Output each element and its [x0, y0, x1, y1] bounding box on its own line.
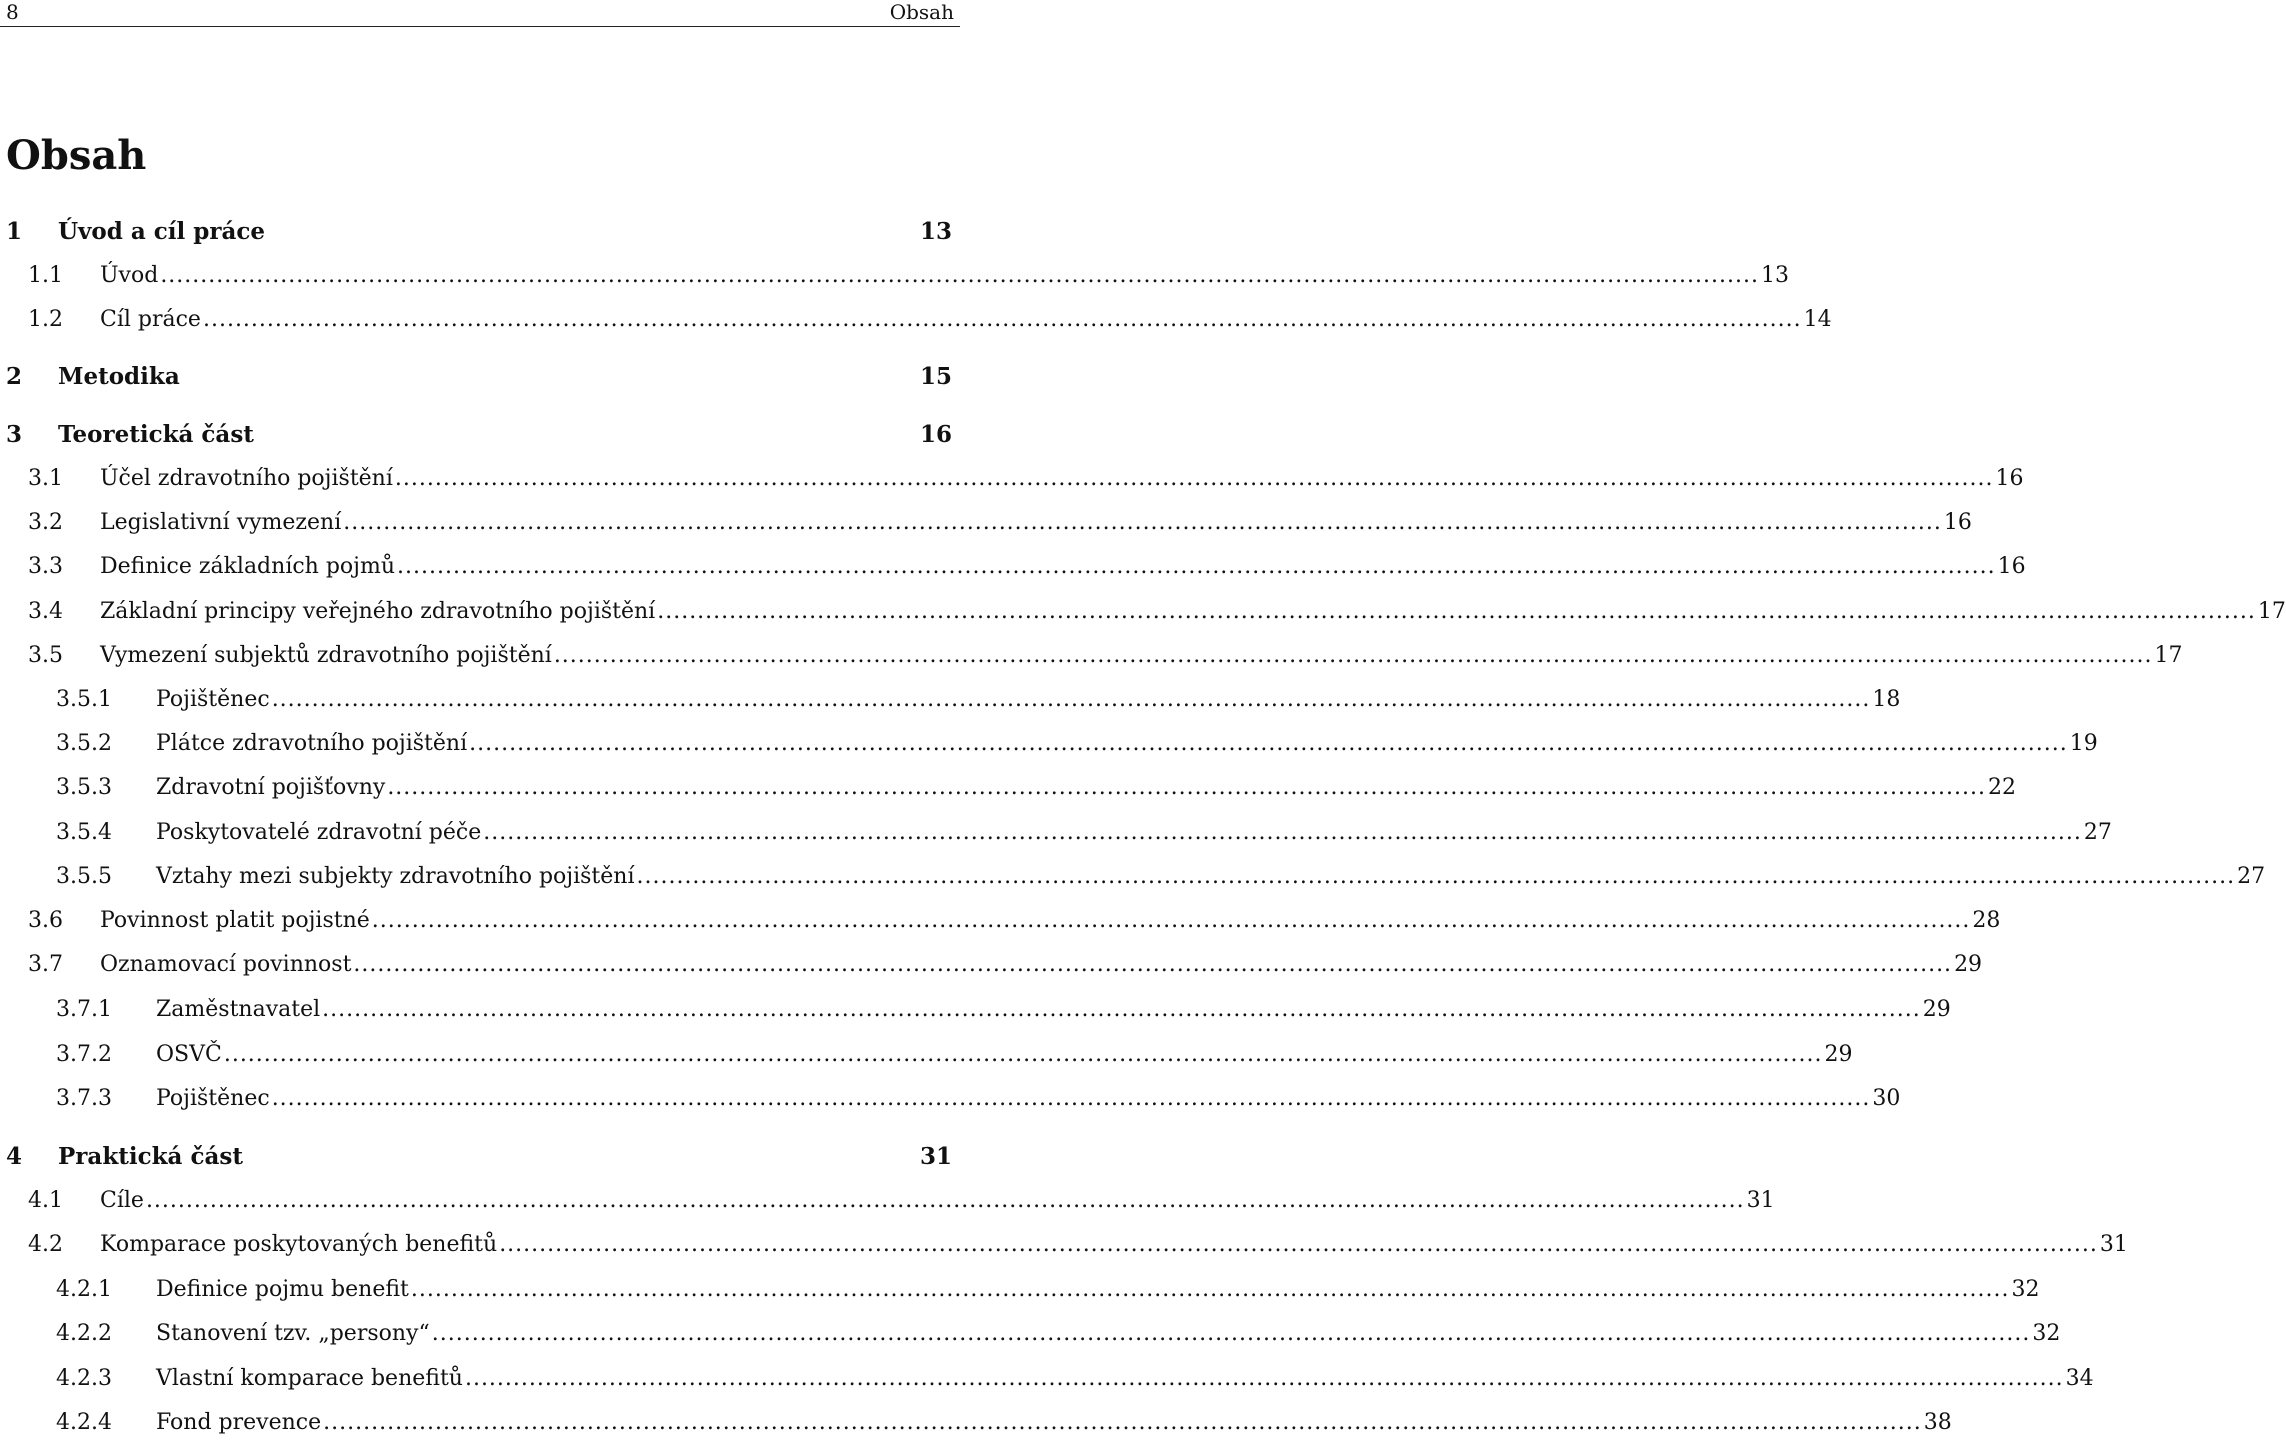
- toc-dot-leader: ........................................................................................................................................................................................................: [397, 554, 1996, 579]
- toc-entry-number: 1.1: [28, 263, 63, 288]
- toc-dot-leader: ........................................................................................................................................................................................................: [160, 263, 1759, 288]
- toc-entry-page: 27: [2083, 820, 2112, 845]
- toc-entry-title: Vymezení subjektů zdravotního pojištění: [100, 643, 552, 668]
- toc-dot-leader: ........................................................................................................................................................................................................: [353, 952, 1953, 977]
- toc-entry-page: 34: [2065, 1366, 2094, 1391]
- toc-entry-number: 3.2: [28, 510, 63, 535]
- toc-entry-number: 3.1: [28, 466, 63, 491]
- toc-entry-page: 19: [2069, 731, 2098, 756]
- toc-entry-page: 27: [2237, 864, 2266, 889]
- toc-entry-title: Účel zdravotního pojištění: [100, 466, 393, 491]
- toc-entry[interactable]: [6, 729, 2098, 759]
- toc-entry-title: Povinnost platit pojistné: [100, 908, 370, 933]
- toc-entry-number: 3.5.4: [56, 820, 112, 845]
- toc-entry-page: 22: [1987, 775, 2016, 800]
- toc-entry-title: Základní principy veřejného zdravotního pojištění: [100, 599, 656, 624]
- toc-dot-leader: ........................................................................................................................................................................................................: [271, 687, 1871, 712]
- toc-entry-page: 30: [1872, 1086, 1901, 1111]
- toc-entry-title: Fond prevence: [156, 1410, 322, 1435]
- toc-entry-title: Úvod: [100, 263, 159, 288]
- toc-entry-page: 13: [1760, 263, 1789, 288]
- toc-entry-number: 4.1: [28, 1188, 63, 1213]
- toc-entry-title: Definice pojmu benefit: [156, 1277, 409, 1302]
- toc-entry-number: 3.7.3: [56, 1086, 112, 1111]
- toc-entry-title: Komparace poskytovaných benefitů: [100, 1232, 498, 1257]
- toc-dot-leader: ........................................................................................................................................................................................................: [271, 1086, 1871, 1111]
- toc-entry-title: Definice základních pojmů: [100, 554, 396, 579]
- toc-entry-number: 4.2.3: [56, 1366, 112, 1391]
- toc-entry[interactable]: [6, 995, 1951, 1025]
- toc-entry[interactable]: [6, 685, 1901, 715]
- toc-dot-leader: ........................................................................................................................................................................................................: [636, 864, 2236, 889]
- toc-entry-number: 3.3: [28, 554, 63, 579]
- toc-entry[interactable]: [6, 1275, 2040, 1305]
- toc-entry-number: 1: [6, 218, 23, 245]
- toc-entry-title: Cíl práce: [100, 307, 201, 332]
- toc-entry-number: 3.4: [28, 599, 63, 624]
- toc-entry[interactable]: [6, 773, 2016, 803]
- page-title: Obsah: [6, 132, 147, 179]
- toc-entry-page: 32: [2011, 1277, 2040, 1302]
- toc-entry[interactable]: [6, 508, 1972, 538]
- toc-entry-number: 3: [6, 421, 23, 448]
- toc-entry-page: 16: [1997, 554, 2026, 579]
- toc-dot-leader: ........................................................................................................................................................................................................: [394, 466, 1994, 491]
- toc-entry-title: Zaměstnavatel: [156, 997, 321, 1022]
- header-page-number: 8: [6, 0, 19, 24]
- toc-dot-leader: ........................................................................................................................................................................................................: [387, 775, 1986, 800]
- toc-entry-page: 18: [1872, 687, 1901, 712]
- toc-entry[interactable]: [6, 261, 1789, 291]
- toc-entry-title: Pojištěnec: [156, 687, 270, 712]
- toc-entry[interactable]: [6, 1186, 1775, 1216]
- toc-entry-number: 3.6: [28, 908, 63, 933]
- toc-entry-page: 31: [919, 1143, 952, 1170]
- toc-entry-title: OSVČ: [156, 1042, 222, 1067]
- toc-dot-leader: ........................................................................................................................................................................................................: [657, 599, 2256, 624]
- toc-entry[interactable]: [6, 464, 2024, 494]
- toc-entry-page: 14: [1803, 307, 1832, 332]
- toc-entry-page: 17: [2257, 599, 2286, 624]
- toc-entry[interactable]: [6, 552, 2026, 582]
- toc-dot-leader: ........................................................................................................................................................................................................: [553, 643, 2153, 668]
- toc-entry[interactable]: [6, 950, 1983, 980]
- toc-entry-number: 2: [6, 363, 23, 390]
- toc-entry[interactable]: [6, 1040, 1853, 1070]
- toc-entry-page: 16: [1943, 510, 1972, 535]
- toc-entry-page: 29: [1824, 1042, 1853, 1067]
- toc-entry[interactable]: [6, 1408, 1952, 1438]
- toc-entry-page: 32: [2032, 1321, 2061, 1346]
- toc-entry-number: 1.2: [28, 307, 63, 332]
- toc-entry-number: 3.5.3: [56, 775, 112, 800]
- toc-dot-leader: ........................................................................................................................................................................................................: [145, 1188, 1745, 1213]
- toc-entry-number: 4: [6, 1143, 23, 1170]
- toc-dot-leader: ........................................................................................................................................................................................................: [322, 997, 1921, 1022]
- toc-entry[interactable]: [6, 1142, 952, 1172]
- toc-dot-leader: ........................................................................................................................................................................................................: [469, 731, 2068, 756]
- toc-entry[interactable]: [6, 420, 952, 450]
- header-section-title: Obsah: [889, 0, 954, 24]
- toc-entry-title: Stanovení tzv. „persony“: [156, 1321, 430, 1346]
- toc-entry[interactable]: [6, 217, 952, 247]
- toc-entry-page: 15: [919, 363, 952, 390]
- toc-entry-page: 16: [919, 421, 952, 448]
- toc-dot-leader: ........................................................................................................................................................................................................: [202, 307, 1802, 332]
- toc-entry-title: Oznamovací povinnost: [100, 952, 352, 977]
- toc-dot-leader: ........................................................................................................................................................................................................: [343, 510, 1942, 535]
- toc-entry-number: 4.2.4: [56, 1410, 112, 1435]
- toc-entry[interactable]: [6, 641, 2183, 671]
- toc-entry-title: Vztahy mezi subjekty zdravotního pojištění: [156, 864, 635, 889]
- toc-dot-leader: ........................................................................................................................................................................................................: [483, 820, 2082, 845]
- toc-entry[interactable]: [6, 362, 952, 392]
- toc-entry-title: Zdravotní pojišťovny: [156, 775, 386, 800]
- toc-entry-title: Úvod a cíl práce: [58, 218, 265, 245]
- toc-entry-number: 4.2: [28, 1232, 63, 1257]
- toc-entry-title: Vlastní komparace benefitů: [156, 1366, 463, 1391]
- toc-dot-leader: ........................................................................................................................................................................................................: [371, 908, 1971, 933]
- toc-dot-leader: ........................................................................................................................................................................................................: [323, 1410, 1922, 1435]
- toc-entry-title: Legislativní vymezení: [100, 510, 342, 535]
- toc-entry-page: 13: [919, 218, 952, 245]
- toc-dot-leader: ........................................................................................................................................................................................................: [410, 1277, 2010, 1302]
- toc-entry[interactable]: [6, 1364, 2094, 1394]
- toc-entry-number: 3.7.2: [56, 1042, 112, 1067]
- toc-entry-page: 17: [2154, 643, 2183, 668]
- toc-entry-title: Pojištěnec: [156, 1086, 270, 1111]
- toc-entry-title: Plátce zdravotního pojištění: [156, 731, 468, 756]
- toc-entry-page: 29: [1922, 997, 1951, 1022]
- toc-entry-number: 3.7: [28, 952, 63, 977]
- toc-entry-number: 3.5.1: [56, 687, 112, 712]
- toc-entry-number: 4.2.1: [56, 1277, 112, 1302]
- toc-entry[interactable]: [6, 906, 2001, 936]
- toc-dot-leader: ........................................................................................................................................................................................................: [223, 1042, 1823, 1067]
- toc-entry-number: 3.5.2: [56, 731, 112, 756]
- toc-entry[interactable]: [6, 305, 1832, 335]
- toc-entry[interactable]: [6, 818, 2112, 848]
- toc-entry-number: 4.2.2: [56, 1321, 112, 1346]
- toc-entry-title: Teoretická část: [58, 421, 254, 448]
- toc-entry[interactable]: [6, 1084, 1901, 1114]
- toc-entry-title: Poskytovatelé zdravotní péče: [156, 820, 482, 845]
- toc-entry[interactable]: [6, 862, 2266, 892]
- toc-dot-leader: ........................................................................................................................................................................................................: [499, 1232, 2098, 1257]
- toc-entry-page: 28: [1972, 908, 2001, 933]
- toc-entry-title: Cíle: [100, 1188, 144, 1213]
- toc-entry-page: 31: [1746, 1188, 1775, 1213]
- toc-entry-number: 3.7.1: [56, 997, 112, 1022]
- toc-entry-title: Praktická část: [58, 1143, 243, 1170]
- toc-entry-page: 31: [2099, 1232, 2128, 1257]
- toc-entry-title: Metodika: [58, 363, 180, 390]
- toc-entry-page: 29: [1954, 952, 1983, 977]
- toc-dot-leader: ........................................................................................................................................................................................................: [431, 1321, 2031, 1346]
- toc-dot-leader: ........................................................................................................................................................................................................: [464, 1366, 2064, 1391]
- toc-entry[interactable]: [6, 597, 2286, 627]
- toc-entry-page: 16: [1995, 466, 2024, 491]
- toc-entry-number: 3.5: [28, 643, 63, 668]
- toc-entry-number: 3.5.5: [56, 864, 112, 889]
- toc-entry[interactable]: [6, 1230, 2128, 1260]
- toc-entry-page: 38: [1923, 1410, 1952, 1435]
- toc-entry[interactable]: [6, 1319, 2061, 1349]
